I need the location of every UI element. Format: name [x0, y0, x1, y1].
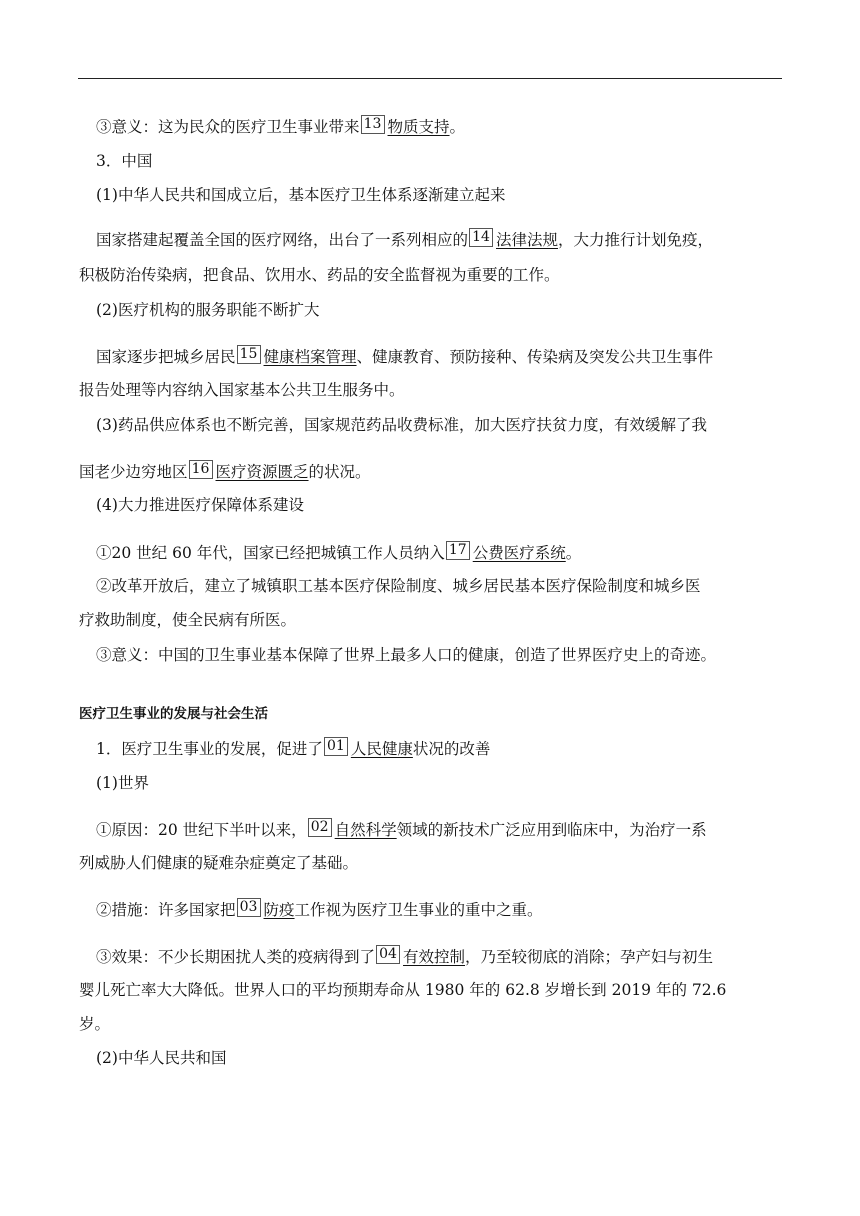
text: ③意义：这为民众的医疗卫生事业带来: [96, 118, 360, 136]
text-line: [79, 380, 405, 400]
text: ，大力推行计划免疫，: [558, 231, 714, 249]
text-line: [96, 541, 581, 563]
blank-number: 16: [189, 460, 213, 479]
text: (3)药品供应体系也不断完善，国家规范药品收费标准，加大医疗扶贫力度，有效缓解了我: [96, 416, 707, 434]
text: 积极防治传染病，把食品、饮用水、药品的安全监督视为重要的工作。: [79, 266, 560, 284]
answer-text: 健康档案管理: [263, 348, 357, 366]
section-heading: 医疗卫生事业的发展与社会生活: [79, 706, 268, 722]
text: (1)中华人民共和国成立后，基本医疗卫生体系逐渐建立起来: [96, 186, 506, 204]
text: ②改革开放后，建立了城镇职工基本医疗保险制度、城乡居民基本医疗保险制度和城乡医: [96, 577, 701, 595]
blank-number: 15: [237, 345, 261, 364]
text-line: [79, 853, 358, 873]
text-line: [96, 185, 505, 205]
text: 婴儿死亡率大大降低。世界人口的平均预期寿命从 1980 年的 62.8 岁增长到 2019 年的 72.6: [79, 981, 727, 999]
answer-text: 物质支持: [387, 118, 450, 136]
text: 、健康教育、预防接种、传染病及突发公共卫生事件: [356, 348, 714, 366]
text: ③意义：中国的卫生事业基本保障了世界上最多人口的健康，创造了世界医疗史上的奇迹。: [96, 646, 717, 664]
text-line: [96, 495, 304, 515]
text: 国家搭建起覆盖全国的医疗网络，出台了一系列相应的: [96, 231, 469, 249]
text: 疗救助制度，使全民病有所医。: [79, 611, 297, 629]
answer-text: 公费医疗系统: [472, 544, 566, 562]
text-line: [96, 737, 490, 759]
blank-number: 02: [308, 818, 332, 837]
answer-text: 自然科学: [334, 821, 397, 839]
text-line: [79, 980, 726, 1000]
blank-number: 17: [446, 541, 470, 560]
text-line: [96, 1048, 226, 1068]
text-line: [79, 265, 560, 285]
text: 国家逐步把城乡居民: [96, 348, 236, 366]
text: 列威胁人们健康的疑难杂症奠定了基础。: [79, 854, 359, 872]
text-line: [96, 818, 707, 840]
answer-text: 医疗资源匮乏: [215, 463, 309, 481]
text-line: [79, 460, 371, 482]
text-line: [96, 898, 543, 920]
text: ②措施：许多国家把: [96, 901, 236, 919]
text: (1)世界: [96, 774, 149, 792]
text: ，乃至较彻底的消除；孕产妇与初生: [465, 948, 714, 966]
text-line: [96, 345, 713, 367]
text-line: [96, 645, 716, 665]
text-line: [96, 151, 152, 171]
text-line: [96, 415, 707, 435]
text: 领域的新技术广泛应用到临床中，为治疗一系: [396, 821, 707, 839]
text-line: [96, 228, 713, 250]
text: 工作视为医疗卫生事业的重中之重。: [294, 901, 543, 919]
text-line: [96, 300, 319, 320]
text-line: [79, 1014, 110, 1034]
text-line: [96, 576, 701, 596]
text: (2)中华人民共和国: [96, 1049, 227, 1067]
text-line: [96, 773, 149, 793]
text: 。: [449, 118, 466, 136]
text: (2)医疗机构的服务职能不断扩大: [96, 301, 320, 319]
text-line: [79, 610, 296, 630]
text-line: [96, 115, 465, 137]
text: 的状况。: [308, 463, 371, 481]
text: 。: [565, 544, 582, 562]
text: 状况的改善: [412, 740, 491, 758]
text-line: [96, 945, 713, 967]
answer-text: 人民健康: [350, 740, 413, 758]
answer-text: 有效控制: [403, 948, 466, 966]
text: 报告处理等内容纳入国家基本公共卫生服务中。: [79, 381, 405, 399]
header-rule: [78, 78, 782, 79]
blank-number: 01: [324, 737, 348, 756]
answer-text: 法律法规: [496, 231, 559, 249]
text: ③效果：不少长期困扰人类的疫病得到了: [96, 948, 376, 966]
text: 国老少边穷地区: [79, 463, 188, 481]
text: ①20 世纪 60 年代，国家已经把城镇工作人员纳入: [96, 544, 445, 562]
text: 岁。: [79, 1015, 111, 1033]
blank-number: 13: [361, 115, 385, 134]
blank-number: 03: [237, 898, 261, 917]
blank-number: 04: [376, 945, 400, 964]
answer-text: 防疫: [263, 901, 295, 919]
text: ①原因：20 世纪下半叶以来，: [96, 821, 307, 839]
text: 1．医疗卫生事业的发展，促进了: [96, 740, 323, 758]
text: 3．中国: [96, 152, 153, 170]
blank-number: 14: [469, 228, 493, 247]
text: (4)大力推进医疗保障体系建设: [96, 496, 304, 514]
